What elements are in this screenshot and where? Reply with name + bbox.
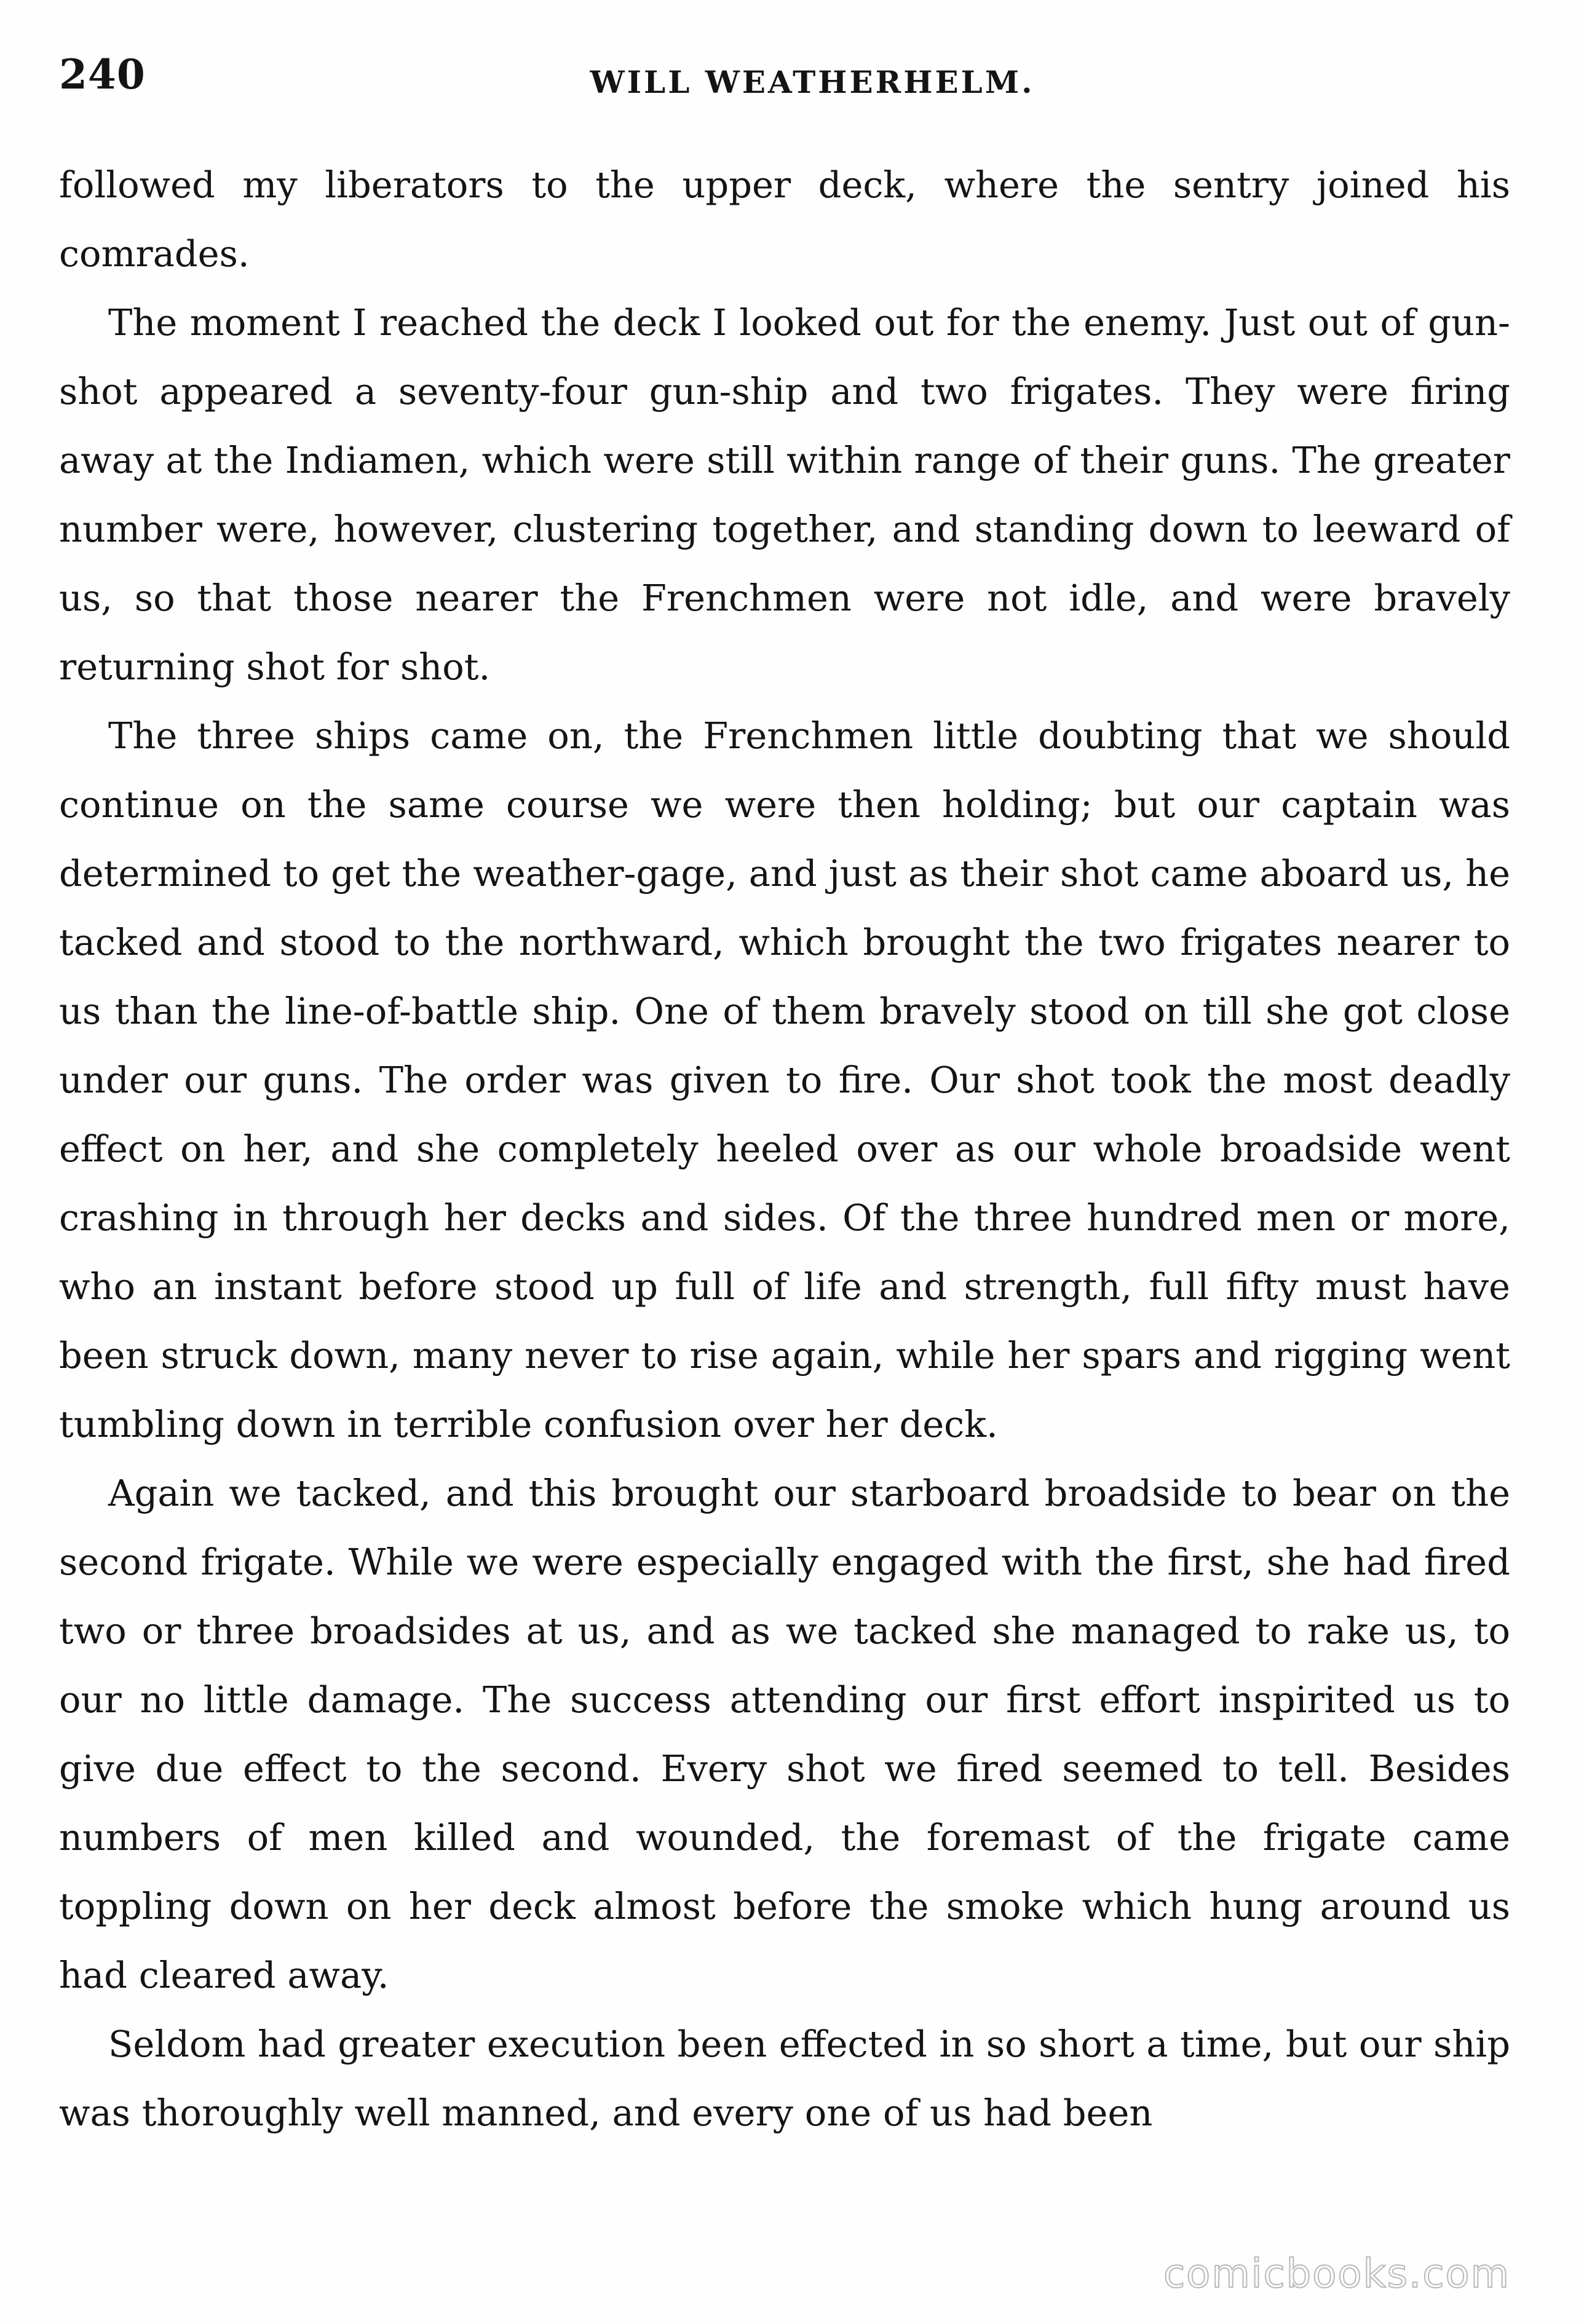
paragraph-continued: followed my liberators to the upper deck, where the sentry joined his comrades. <box>59 164 1510 275</box>
paragraph: Seldom had greater execution been effected in so short a time, but our ship was thoroughly well manned, and every one of us had been <box>59 2023 1510 2134</box>
page-header <box>59 50 1529 112</box>
paragraph: The moment I reached the deck I looked out for the enemy. Just out of gun-shot appeared a seventy-four gun-ship and two frigates. They were firing away at the Indiamen, which were still within range of their guns. The greater number were, however, clustering together, and standing down to leeward of us, so that those nearer the Frenchmen were not idle, and were bravely returning shot for shot. <box>59 301 1510 688</box>
watermark: comicbooks.com <box>1163 2251 1510 2297</box>
body-text <box>59 151 1510 2148</box>
paragraph: Again we tacked, and this brought our starboard broadside to bear on the second frigate. While we were especially engaged with the first, she had fired two or three broadsides at us, and as we tacked she managed to rake us, to our no little damage. The success attending our first effort inspirited us to give due effect to the second. Every shot we fired seemed to tell. Besides numbers of men killed and wounded, the foremast of the frigate came toppling down on her deck almost before the smoke which hung around us had cleared away. <box>59 1472 1510 1996</box>
page-number: 240 <box>59 50 146 98</box>
running-title: WILL WEATHERHELM. <box>590 64 1035 100</box>
paragraph: The three ships came on, the Frenchmen little doubting that we should continue on the same course we were then holding; but our captain was determined to get the weather-gage, and just as their shot came aboard us, he tacked and stood to the northward, which brought the two frigates nearer to us than the line-of-battle ship. One of them bravely stood on till she got close under our guns. The order was given to fire. Our shot took the most deadly effect on her, and she completely heeled over as our whole broadside went crashing in through her decks and sides. Of the three hundred men or more, who an instant before stood up full of life and strength, full fifty must have been struck down, many never to rise again, while her spars and rigging went tumbling down in terrible confusion over her deck. <box>59 714 1510 1445</box>
